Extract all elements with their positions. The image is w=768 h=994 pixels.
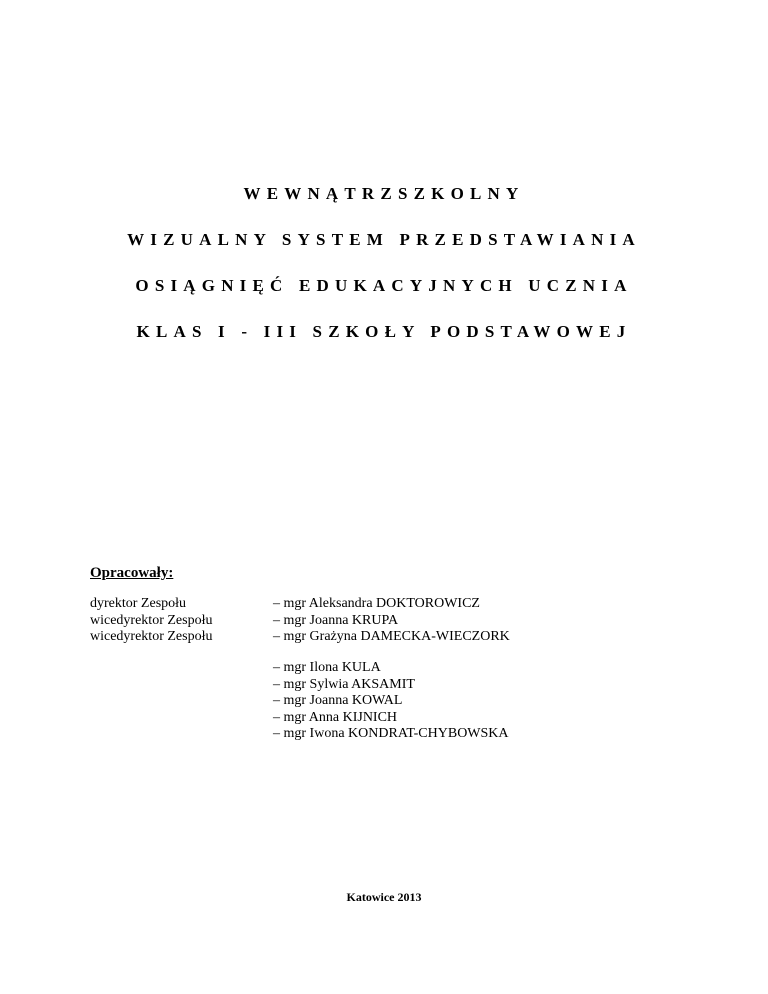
role-label: dyrektor Zespołu (90, 596, 187, 611)
roles-column (90, 596, 212, 646)
place-and-year: Katowice 2013 (346, 890, 422, 904)
author-name: – mgr Joanna KOWAL (273, 693, 403, 708)
leadership-names-column (273, 596, 510, 646)
role-label: wicedyrektor Zespołu (90, 629, 213, 644)
prepared-by-heading: Opracowały: (90, 565, 174, 581)
teacher-names-column (273, 660, 509, 743)
title-line: WIZUALNY SYSTEM PRZEDSTAWIANIA (127, 230, 641, 249)
author-name: – mgr Ilona KULA (273, 660, 381, 675)
author-name: – mgr Aleksandra DOKTOROWICZ (273, 596, 480, 611)
author-name: – mgr Iwona KONDRAT-CHYBOWSKA (273, 726, 509, 741)
title-line: KLAS I - III SZKOŁY PODSTAWOWEJ (136, 322, 632, 341)
title-line: OSIĄGNIĘĆ EDUKACYJNYCH UCZNIA (135, 276, 633, 295)
author-name: – mgr Grażyna DAMECKA-WIECZORK (273, 629, 510, 644)
document-title (0, 184, 768, 368)
title-line: WEWNĄTRZSZKOLNY (243, 184, 525, 203)
role-label: wicedyrektor Zespołu (90, 612, 213, 628)
author-name: – mgr Sylwia AKSAMIT (273, 676, 415, 692)
author-name: – mgr Anna KIJNICH (273, 709, 398, 725)
author-name: – mgr Joanna KRUPA (273, 612, 399, 628)
